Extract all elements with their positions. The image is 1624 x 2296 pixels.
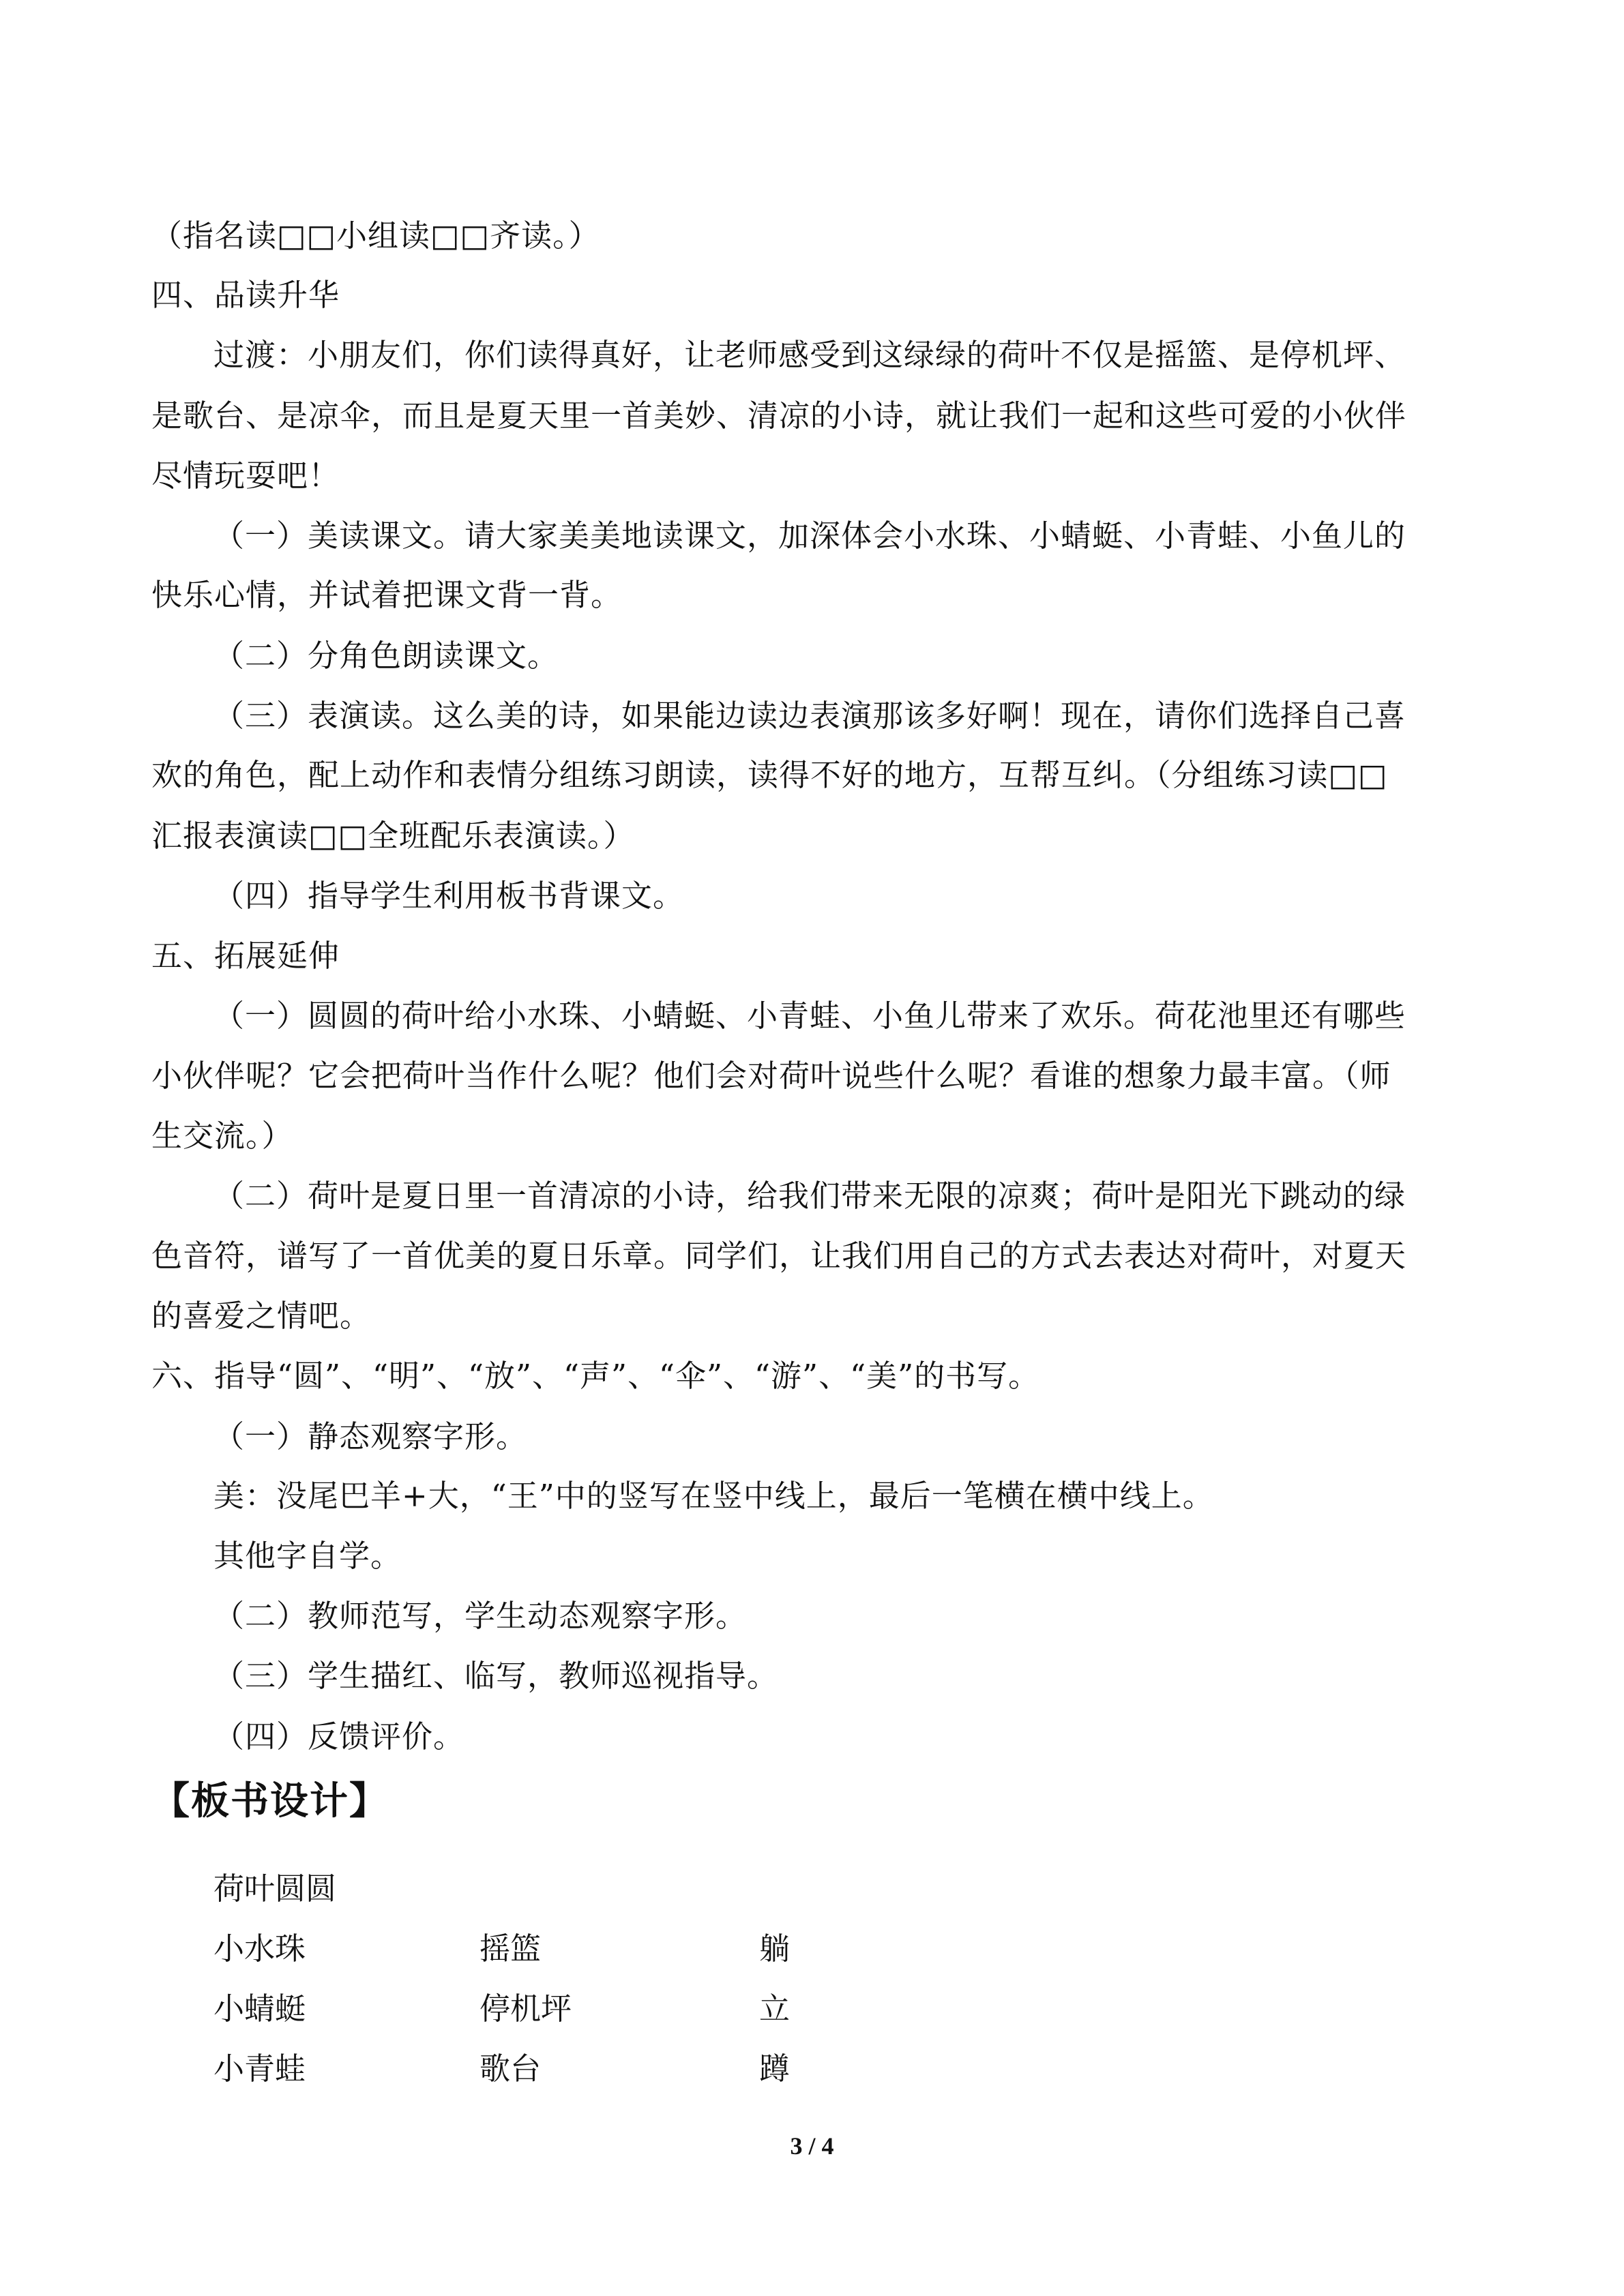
text-line: 汇报表演读□□全班配乐表演读。） [151,818,635,854]
text-line: 色音符，谱写了一首优美的夏日乐章。同学们，让我们用自己的方式去表达对荷叶，对夏天 [151,1238,1407,1274]
text-line: 是歌台、是凉伞，而且是夏天里一首美妙、清凉的小诗，就让我们一起和这些可爱的小伙伴 [151,398,1407,434]
board-cell: 歌台 [479,2051,542,2087]
text-line: 小伙伴呢？它会把荷叶当作什么呢？他们会对荷叶说些什么呢？看谁的想象力最丰富。（师 [151,1058,1391,1094]
board-cell: 蹲 [759,2051,791,2087]
board-title: 荷叶圆圆 [213,1870,337,1907]
section-heading: 五、拓展延伸 [151,938,340,974]
text-line: 美：没尾巴羊+大，“王”中的竖写在竖中线上，最后一笔横在横中线上。 [213,1478,1214,1514]
section-heading: 四、品读升华 [151,277,340,313]
text-line: （三）学生描红、临写，教师巡视指导。 [213,1658,779,1694]
text-line: 生交流。） [151,1118,293,1154]
board-cell: 停机坪 [479,1991,572,2027]
text-line: 尽情玩耍吧！ [151,458,340,494]
section-heading: 六、指导“圆”、“明”、“放”、“声”、“伞”、“游”、“美”的书写。 [151,1358,1040,1394]
text-line: （指名读□□小组读□□齐读。） [151,218,600,254]
text-line: （二）教师范写，学生动态观察字形。 [213,1598,748,1634]
text-line: （一）静态观察字形。 [213,1418,528,1455]
text-line: （二）荷叶是夏日里一首清凉的小诗，给我们带来无限的凉爽；荷叶是阳光下跳动的绿 [213,1178,1406,1214]
text-line: （二）分角色朗读课文。 [213,638,559,674]
text-line: 欢的角色，配上动作和表情分组练习朗读，读得不好的地方，互帮互纠。（分组练习读□□ [151,757,1388,793]
board-cell: 小青蛙 [213,2051,306,2087]
text-line: 其他字自学。 [213,1538,402,1574]
text-line: （四）指导学生利用板书背课文。 [213,878,685,914]
text-line: 快乐心情，并试着把课文背一背。 [151,577,623,613]
board-cell: 小蜻蜓 [213,1991,306,2027]
board-design-heading: 【板书设计】 [151,1779,389,1823]
board-cell: 立 [759,1991,791,2027]
text-line: （一）圆圆的荷叶给小水珠、小蜻蜓、小青蛙、小鱼儿带来了欢乐。荷花池里还有哪些 [213,998,1406,1034]
board-cell: 躺 [759,1930,791,1967]
text-line: 过渡：小朋友们，你们读得真好，让老师感受到这绿绿的荷叶不仅是摇篮、是停机坪、 [213,337,1406,373]
board-cell: 小水珠 [213,1930,306,1967]
text-line: （一）美读课文。请大家美美地读课文，加深体会小水珠、小蜻蜓、小青蛙、小鱼儿的 [213,518,1406,554]
board-cell: 摇篮 [479,1930,542,1967]
text-line: （四）反馈评价。 [213,1718,465,1755]
text-line: 的喜爱之情吧。 [151,1298,372,1334]
text-line: （三）表演读。这么美的诗，如果能边读边表演那该多好啊！现在，请你们选择自己喜 [213,698,1406,734]
page-number: 3 / 4 [790,2132,834,2160]
